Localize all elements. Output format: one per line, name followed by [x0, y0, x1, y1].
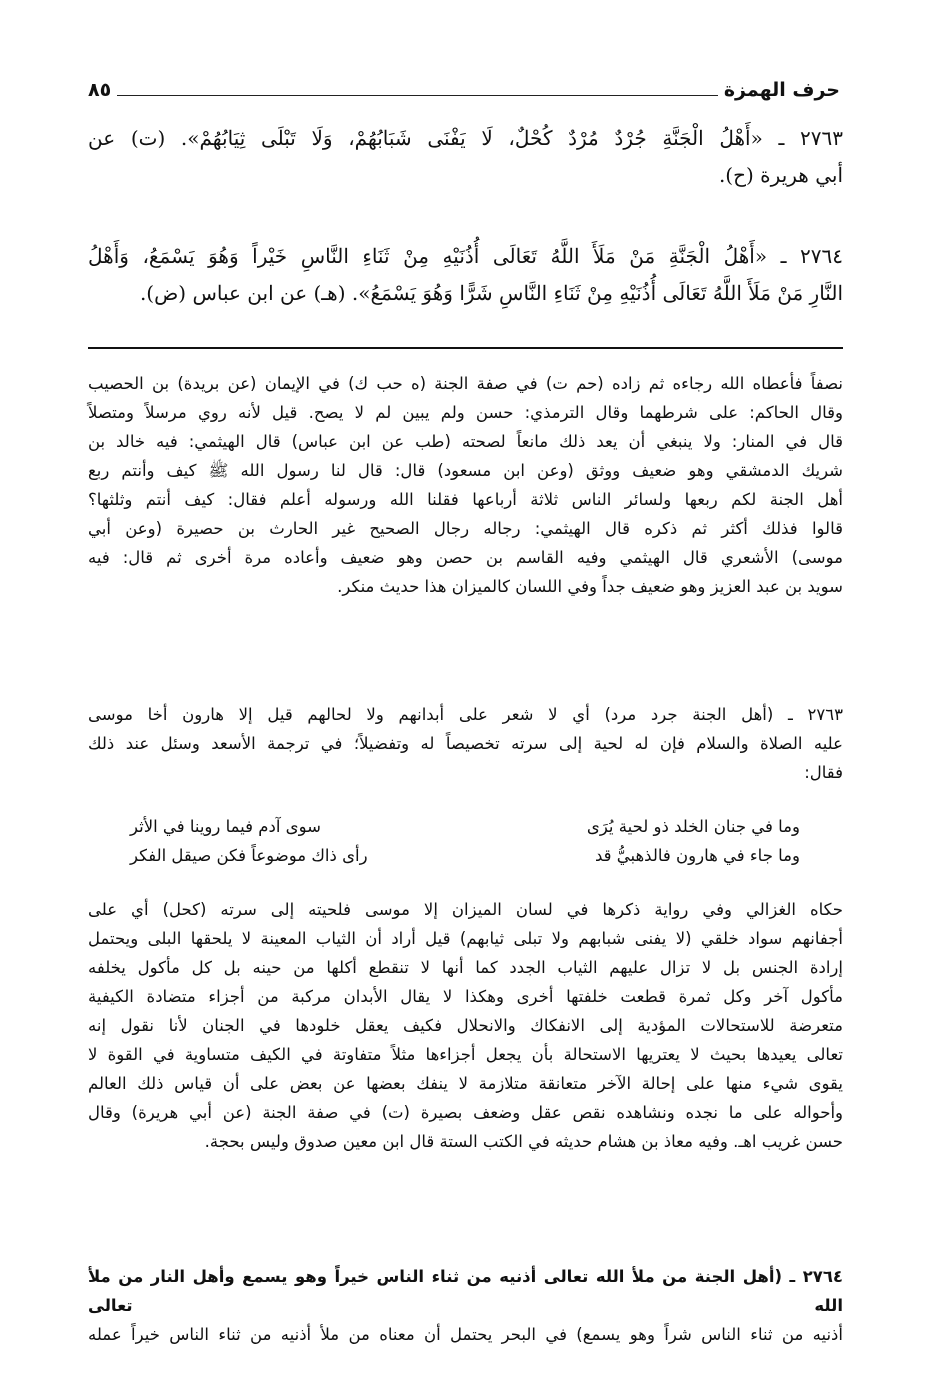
commentary-line: ٢٧٦٤ ـ (أهل الجنة من ملأ الله تعالى أذنيه من ثناء الناس خيراً وهو يسمع وأهل النار من ملأ الله تعالى	[88, 1267, 843, 1315]
hadith-2763	[88, 120, 843, 194]
hadith-line: النَّارِ مَنْ مَلَأَ اللَّهُ تَعَالَى أُذُنَيْهِ مِنْ ثَنَاءِ النَّاسِ شَرًّا وَهُوَ يَسْمَعُ». (هـ) عن ابن عباس (ض).	[139, 281, 843, 305]
commentary-line: متعرضة للاستحالات المؤدية إلى الانفكاك والانحلال فكيف يعقل خلودها في الجنان لأنا نقول إنه	[88, 1016, 843, 1035]
hadith-line: ٢٧٦٣ ـ «أَهْلُ الْجَنَّةِ جُرْدٌ مُرْدٌ كُحْلٌ، لَا يَفْنَى شَبَابُهُمْ، وَلَا تَبْلَى ثِيَابُهُمْ». (ت) عن	[88, 126, 843, 150]
hadith-line: ٢٧٦٤ ـ «أَهْلُ الْجَنَّةِ مَنْ مَلَأَ اللَّهُ تَعَالَى أُذُنَيْهِ مِنْ ثَنَاءِ النَّاسِ خَيْراً وَهُوَ يَسْمَعُ، وَأَهْلُ	[88, 244, 843, 268]
running-header	[88, 72, 840, 102]
header-rule	[117, 95, 718, 96]
poem-first-hemistich: وما في جنان الخلد ذو لحية يُرَى	[586, 817, 800, 836]
commentary-line: أهل الجنة لكم ربعها ولسائر الناس ثلاثة أرباعها فقلنا الله ورسوله أعلم فقال: كيف أنتم وثلثها؟	[88, 490, 843, 509]
commentary-line: حكاه الغزالي وفي رواية ذكرها في لسان الميزان إلا موسى فلحيته إلى سرته (كحل) أي على	[88, 900, 843, 919]
commentary-line: سويد بن عبد العزيز وهو ضعيف جداً وفي اللسان كالميزان هذا حديث منكر.	[337, 577, 843, 596]
commentary-line: تعالى يعيدها بحيث لا يعتريها الاستحالة بأن يجعل أجزاءها مثلاً متفاوتة في الكيف متساوية في القوة لا	[88, 1045, 843, 1064]
commentary-line: شريك الدمشقي وهو ضعيف ووثق (وعن ابن مسعود) قال: قال لنا رسول الله ﷺ كيف وأنتم ربع	[88, 461, 843, 480]
commentary-line: حسن غريب اهـ. وفيه معاذ بن هشام حديثه في الكتب الستة قال ابن معين صدوق وليس بحجة.	[204, 1132, 843, 1151]
poem-verse	[130, 812, 800, 841]
commentary-line: فقال:	[804, 763, 843, 782]
commentary-line: موسى) الأشعري قال الهيثمي وفيه القاسم بن حصن وهو ضعيف وأعاده مرة أخرى ثم قال: فيه	[88, 548, 843, 567]
page-number: ٨٥	[88, 79, 112, 101]
commentary-2763	[88, 700, 843, 787]
commentary-paragraph-1	[88, 369, 843, 601]
commentary-2764	[88, 1262, 843, 1349]
commentary-line: أذنيه من ثناء الناس شراً وهو يسمع) في البحر يحتمل أن معناه من ملأ أذنيه من ثناء الناس خيراً عمله	[88, 1325, 843, 1344]
hadith-2764	[88, 238, 843, 312]
commentary-line: يقوى شيء منها على إحالة الآخر متعانقة متلازمة لا ينفك بعضها عن بعض على أن قياس ذلك العالم	[88, 1074, 843, 1093]
poem-second-hemistich: رأى ذاك موضوعاً فكن صيقل الفكر	[130, 846, 368, 865]
commentary-line: إرادة الجنس بل لا تزال عليهم الثياب الجدد كما أنها لا تنقطع أكلها من حينه بل كل مأكول يخلفه	[88, 958, 843, 977]
poem-verse	[130, 841, 800, 870]
commentary-line: ٢٧٦٣ ـ (أهل الجنة جرد مرد) أي لا شعر على أبدانهم ولا لحالهم قيل إلا هارون أخا موسى	[88, 705, 843, 724]
poem-second-hemistich: سوى آدم فيما روينا في الأثر	[130, 817, 321, 836]
commentary-paragraph-3	[88, 895, 843, 1156]
commentary-line: نصفاً فأعطاه الله رجاءه ثم زاده (حم ت) في صفة الجنة (ه حب ك) في الإيمان (عن بريدة) بن الحصيب	[88, 374, 843, 393]
commentary-line: قال في المنار: ولا ينبغي أن يعد ذلك مانعاً لصحته (طب عن ابن عباس) قال الهيثمي: فيه خالد بن	[88, 432, 843, 451]
commentary-line: قالوا فذلك أكثر ثم ذكره قال الهيثمي: رجاله رجال الصحيح غير الحارث بن حصيرة (وعن أبي	[88, 519, 843, 538]
footnote-divider	[88, 347, 843, 349]
hadith-line: أبي هريرة (ح).	[718, 163, 843, 187]
running-title: حرف الهمزة	[723, 79, 840, 101]
poem-first-hemistich: وما جاء في هارون فالذهبيُّ قد	[594, 846, 800, 865]
commentary-line: وأحواله على ما نجده ونشاهده نقص عقل وضعف بصيرة (ت) في صفة الجنة (عن أبي هريرة) وقال	[88, 1103, 843, 1122]
poem-verses	[130, 812, 800, 870]
commentary-line: وقال الحاكم: على شرطهما وقال الترمذي: حسن ولم يبين لم لا يصح. قيل لأنه روي مرسلاً ومتصلاً	[88, 403, 843, 422]
commentary-line: عليه الصلاة والسلام فإن له لحية إلى سرته تخصيصاً له وتفضيلاً؛ في ترجمة الأسعد وسئل عند ذلك	[88, 734, 843, 753]
commentary-line: مأكول آخر وكل ثمرة قطعت خلفتها أخرى وهكذا لا يقال الأبدان مركبة من أجزاء متضادة الكيفية	[88, 987, 843, 1006]
commentary-line: أجفانهم سواد خلقي (لا يفنى شبابهم ولا تبلى ثيابهم) قيل أراد أن الثياب المعينة لا يلحقها البلى ويحتمل	[88, 929, 843, 948]
